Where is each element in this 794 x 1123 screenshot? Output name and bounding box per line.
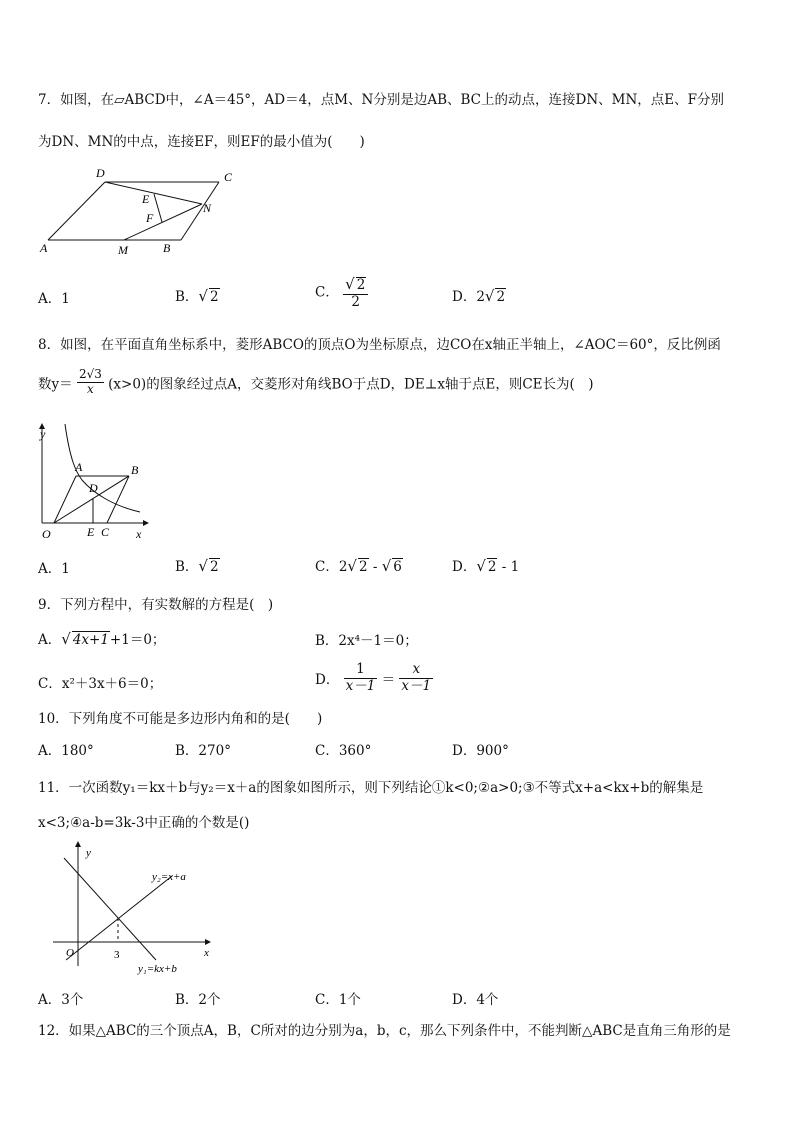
q8-label-y: y [40,427,46,441]
q11-option-b[interactable]: B．2个 [175,992,221,1008]
q7-segment-mn [124,204,202,240]
q8-option-c-prefix: C．2 [315,559,348,575]
q11-stem-line1: 11．一次函数y₁＝kx＋b与y₂＝x＋a的图象如图所示，则下列结论①k<0;②a>0;③不等式x+a<kx+b的解集是 [38,780,704,796]
q8-option-a[interactable]: A．1 [38,561,70,577]
q8-option-d-prefix: D． [452,559,477,575]
q9-option-d-fraction-2 [399,662,433,694]
q8-stem-line1: 8．如图，在平面直角坐标系中，菱形ABCO的顶点O为坐标原点，边CO在x轴正半轴上，∠AOC＝60°，反比例函 [38,337,721,353]
q11-label-y2: y₂=x+a [152,871,186,883]
q8-option-d-radical: √ [476,557,486,575]
q7-label-a: A [40,241,48,255]
q7-stem-line1: 7．如图，在▱ABCD中，∠A＝45°，AD＝4，点M、N分别是边AB、BC上的动点，连接DN、MN，点E、F分别 [38,92,724,108]
q8-option-c-radicand-1: 2 [358,559,368,575]
q9-option-d-numerator-1: 1 [344,662,378,679]
q9-stem: 9．下列方程中，有实数解的方程是( ) [38,597,274,613]
q7-option-c[interactable] [315,276,368,310]
q7-option-a[interactable]: A．1 [38,291,70,307]
q11-graph-figure [48,838,218,978]
q7-side-ad [48,182,105,240]
q7-option-d-prefix: D．2 [452,289,485,305]
q10-option-d[interactable]: D．900° [452,743,509,759]
q9-option-a-radicand: 4x+1 [72,632,109,648]
q9-option-a[interactable] [38,628,165,648]
q8-option-d-radicand: 2 [487,559,497,575]
q8-option-b-radical: √ [198,557,208,575]
q7-label-m: M [118,243,128,257]
q8-option-b[interactable] [175,555,220,575]
q10-option-b[interactable]: B．270° [175,743,231,759]
q11-label-o: O [66,947,74,959]
q10-option-c[interactable]: C．360° [315,743,372,759]
q9-option-c[interactable]: C．x²＋3x＋6＝0； [38,676,163,692]
q8-label-o: O [42,527,51,541]
q7-segment-dn [105,182,202,204]
q8-option-c-minus: - [368,559,382,575]
q11-line-y2 [66,876,172,960]
q11-label-y1: y₁=kx+b [138,963,177,975]
q11-option-a[interactable]: A．3个 [38,992,84,1008]
q7-parallelogram-figure [36,162,236,262]
q8-option-b-radicand: 2 [209,559,219,575]
q8-option-c[interactable] [315,555,403,575]
q8-label-e: E [87,525,95,539]
q9-option-d-denominator-1: x－1 [345,677,376,694]
q11-stem-line2: x<3;④a-b=3k-3中正确的个数是() [38,815,250,831]
q11-option-d[interactable]: D．4个 [452,992,499,1008]
q9-option-d-prefix: D． [315,672,340,689]
q9-option-d-equals: ＝ [381,672,396,689]
q7-option-c-denominator: 2 [351,293,361,310]
q8-fraction [77,368,104,397]
q7-stem-line2: 为DN、MN的中点，连接EF，则EF的最小值为( ) [38,134,365,150]
q10-option-a[interactable]: A．180° [38,743,94,759]
q8-stem-line2-post: (x>0)的图象经过点A，交菱形对角线BO于点D，DE⊥x轴于点E，则CE长为( ) [108,376,594,393]
q7-label-b: B [163,241,171,255]
q7-option-b-prefix: B． [175,289,199,305]
q8-rhombus-figure [32,420,162,542]
q8-option-c-radical-2: √ [381,557,392,575]
q9-option-a-radical: √ [61,630,71,648]
q7-label-c: C [224,170,233,184]
q8-option-d[interactable] [452,555,519,575]
q8-label-c: C [101,525,110,539]
q7-label-e: E [142,192,150,206]
q8-label-b: B [131,463,139,477]
q8-option-b-prefix: B． [175,559,199,575]
q7-label-n: N [203,201,212,215]
q11-option-c[interactable]: C．1个 [315,992,361,1008]
q11-label-y: y [86,847,91,859]
q7-segment-ef [154,194,162,222]
q8-fraction-denominator: x [87,381,94,396]
q8-label-d: D [89,481,98,495]
q7-option-d-radical: √ [484,287,495,305]
q7-option-c-numerator: 2 [356,277,366,293]
q7-option-b-radical: √ [198,287,208,305]
q9-option-a-prefix: A． [38,632,62,648]
q7-option-c-prefix: C． [315,284,339,301]
q12-stem: 12．如果△ABC的三个顶点A，B，C所对的边分别为a，b，c，那么下列条件中，不能判断△ABC是直角三角形的是 [38,1023,731,1039]
q7-option-b[interactable] [175,285,220,305]
q8-label-a: A [75,460,83,474]
q9-option-d-fraction-1 [344,662,378,694]
q10-stem: 10．下列角度不可能是多边形内角和的是( ) [38,711,323,727]
q11-label-3: 3 [114,949,120,961]
q8-option-c-radical-1: √ [347,557,357,575]
q9-option-d-numerator-2: x [399,662,433,679]
q11-label-x: x [204,947,209,959]
q8-option-d-suffix: - 1 [497,559,520,575]
q8-fraction-numerator: 2√3 [78,367,102,381]
q9-option-d-denominator-2: x－1 [401,677,432,694]
q9-option-b[interactable]: B．2x⁴－1＝0； [315,633,418,649]
q8-stem-line2 [38,368,594,397]
q7-option-b-radicand: 2 [209,289,219,305]
q7-label-f: F [146,211,154,225]
q9-option-d[interactable] [315,662,433,694]
q9-option-a-suffix: +1＝0； [109,632,166,648]
q8-option-c-radicand-2: 6 [393,559,402,575]
q8-label-x: x [136,527,142,541]
q7-option-c-fraction: $\frac{√ 2}{2}$ [343,276,368,310]
q7-option-d[interactable] [452,285,506,305]
q7-label-d: D [96,166,105,180]
q8-stem-line2-pre: 数y＝ [38,376,73,393]
q7-option-d-radicand: 2 [496,289,506,305]
